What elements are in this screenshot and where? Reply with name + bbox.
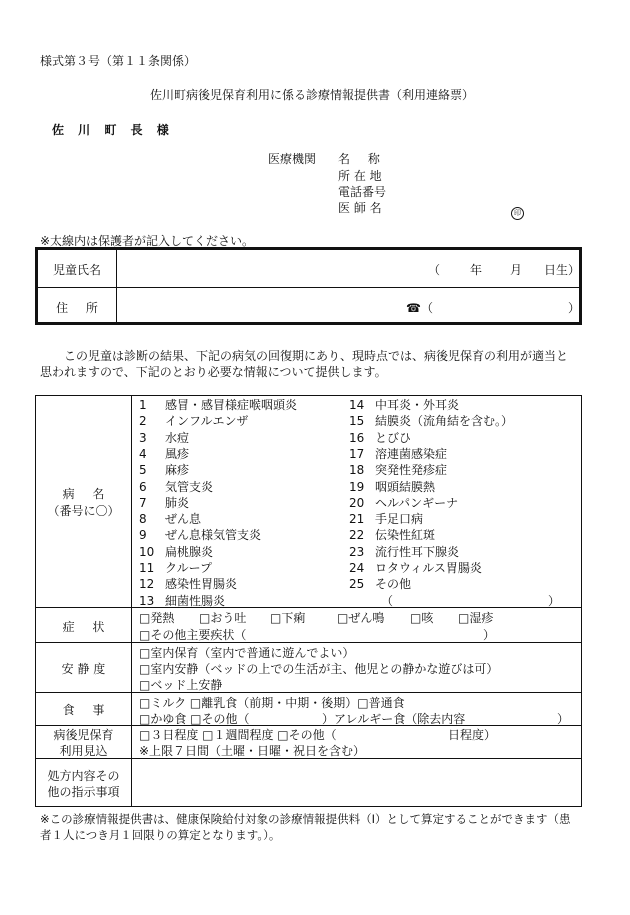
intro-line-2: 思われますので、下記のとおり必要な情報について提供します。 — [40, 365, 387, 379]
disease-name: 溶連菌感染症 — [375, 446, 448, 461]
child-address-label: 住 所 — [56, 301, 98, 315]
institution-label: 医療機関 — [268, 152, 317, 166]
disease-name: クループ — [165, 561, 213, 575]
disease-item-17[interactable] — [349, 445, 447, 462]
disease-name: 細菌性腸炎 — [165, 593, 226, 608]
disease-number: 19 — [349, 479, 365, 494]
disease-number: 21 — [349, 512, 365, 527]
disease-number: 17 — [349, 446, 365, 461]
disease-item-14[interactable] — [349, 396, 459, 413]
disease-item-4[interactable] — [139, 445, 189, 462]
disease-name: 結膜炎（流角結を含む。） — [375, 414, 514, 429]
disease-number: 5 — [139, 463, 147, 478]
disease-item-23[interactable] — [349, 543, 459, 560]
meal-options-row2[interactable]: □かゆ食 □その他（ — [139, 712, 250, 726]
symptom-diarrhea-checkbox[interactable]: □下痢 — [270, 611, 306, 625]
disease-name: 手足口病 — [375, 512, 424, 527]
disease-number: 18 — [349, 463, 365, 478]
symptom-fever-checkbox[interactable]: □発熱 — [139, 611, 175, 625]
disease-name: 感冒・感冒様症喉咽頭炎 — [165, 398, 298, 412]
disease-name: 突発性発疹症 — [375, 463, 448, 478]
institution-doctor-label: 医 師 名 — [338, 201, 382, 215]
addressee: 佐 川 町 長 様 — [52, 123, 169, 137]
disease-number: 6 — [139, 479, 147, 494]
disease-name: 水痘 — [165, 430, 190, 445]
usage-other-days: 日程度） — [448, 728, 497, 742]
disease-other-open: （ — [381, 594, 394, 608]
disease-name: ヘルパンギーナ — [375, 495, 459, 510]
disease-number: 9 — [139, 528, 147, 543]
disease-name: インフルエンザ — [165, 414, 249, 429]
disease-name: 咽頭結膜熱 — [375, 479, 436, 494]
disease-name: 伝染性紅斑 — [375, 528, 436, 543]
prescription-sub-label: 他の指示事項 — [47, 785, 120, 799]
symptom-wheeze-checkbox[interactable]: □ぜん鳴 — [337, 611, 385, 625]
disease-number: 2 — [139, 414, 147, 429]
disease-item-13[interactable] — [139, 592, 225, 609]
disease-sub-label: （番号に〇） — [47, 504, 120, 518]
disease-name: ぜん息様気管支炎 — [165, 528, 262, 543]
meal-label: 食 事 — [62, 703, 105, 717]
rest-indoor-checkbox[interactable]: □室内保育（室内で普通に遊んでよい） — [139, 646, 355, 660]
page-title: 佐川町病後児保育利用に係る診療情報提供書（利用連絡票） — [150, 88, 475, 102]
disease-item-10[interactable] — [139, 543, 213, 560]
guardian-box — [35, 247, 582, 325]
disease-item-21[interactable] — [349, 510, 423, 527]
prescription-label: 処方内容その — [47, 769, 120, 783]
disease-number: 22 — [349, 528, 365, 543]
disease-item-25[interactable] — [349, 575, 411, 592]
usage-options[interactable]: □３日程度 □１週間程度 □その他（ — [139, 728, 337, 742]
disease-item-12[interactable] — [139, 575, 237, 592]
birth-year-label: 年 — [470, 263, 483, 277]
institution-phone-label: 電話番号 — [338, 185, 387, 199]
disease-item-6[interactable] — [139, 478, 213, 495]
disease-number: 20 — [349, 495, 365, 510]
disease-item-16[interactable] — [349, 429, 411, 446]
medical-info-table — [35, 395, 582, 807]
meal-allergy-close: ） — [557, 712, 570, 726]
disease-number: 8 — [139, 512, 147, 527]
disease-name: ぜん息 — [165, 512, 202, 527]
disease-number: 15 — [349, 414, 365, 429]
disease-number: 24 — [349, 561, 365, 575]
disease-item-22[interactable] — [349, 526, 435, 543]
disease-item-11[interactable] — [139, 559, 212, 576]
disease-number: 11 — [139, 561, 155, 575]
footnote-line-1: ※この診療情報提供書は、健康保険給付対象の診療情報提供料（Ⅰ）として算定することができます（患 — [40, 812, 571, 826]
disease-name: 感染性胃腸炎 — [165, 577, 238, 592]
birth-day-label: 日生） — [544, 263, 581, 277]
disease-item-3[interactable] — [139, 429, 189, 446]
phone-icon: ☎（ — [406, 301, 433, 315]
symptom-cough-checkbox[interactable]: □咳 — [410, 611, 434, 625]
disease-other-close: ） — [548, 594, 561, 608]
rest-bed-checkbox[interactable]: □ベッド上安静 — [139, 678, 223, 692]
rest-indoor-quiet-checkbox[interactable]: □室内安静（ベッドの上での生活が主、他児との静かな遊びは可） — [139, 662, 499, 676]
disease-number: 14 — [349, 398, 365, 412]
rest-label: 安 静 度 — [61, 662, 106, 676]
disease-number: 4 — [139, 446, 147, 461]
symptoms-label: 症 状 — [62, 620, 105, 634]
intro-line-1: この児童は診断の結果、下記の病気の回復期にあり、現時点では、病後児保育の利用が適当と — [64, 349, 569, 363]
usage-label: 病後児保育 — [53, 728, 114, 742]
disease-item-24[interactable] — [349, 559, 482, 576]
meal-allergy-option[interactable]: ）アレルギー食（除去内容 — [322, 712, 466, 726]
seal-icon: 印 — [511, 200, 524, 220]
disease-item-1[interactable] — [139, 396, 297, 413]
symptom-other-checkbox[interactable]: □その他主要疾状（ — [139, 628, 247, 642]
disease-number: 16 — [349, 430, 365, 445]
symptom-eczema-checkbox[interactable]: □湿疹 — [458, 611, 494, 625]
disease-name: 気管支炎 — [165, 479, 214, 494]
disease-name: ロタウィルス胃腸炎 — [375, 561, 482, 575]
symptom-other-close: ） — [483, 628, 496, 642]
birth-open: （ — [428, 263, 441, 277]
disease-name: 扁桃腺炎 — [165, 544, 214, 559]
institution-name-label: 名 称 — [338, 152, 380, 166]
disease-item-7[interactable] — [139, 494, 189, 511]
disease-name: 中耳炎・外耳炎 — [375, 398, 460, 412]
meal-options-row1[interactable]: □ミルク □離乳食（前期・中期・後期）□普通食 — [139, 696, 405, 710]
disease-number: 13 — [139, 593, 155, 608]
guardian-note: ※太線内は保護者が記入してください。 — [40, 234, 255, 248]
institution-address-label: 所 在 地 — [338, 169, 382, 183]
disease-item-5[interactable] — [139, 461, 189, 478]
usage-limit-note: ※上限７日間（土曜・日曜・祝日を含む） — [139, 744, 366, 758]
disease-name: その他 — [375, 577, 412, 592]
disease-item-9[interactable] — [139, 526, 261, 543]
disease-item-2[interactable] — [139, 412, 249, 429]
disease-number: 1 — [139, 398, 147, 412]
disease-item-19[interactable] — [349, 478, 435, 495]
birth-month-label: 月 — [510, 263, 523, 277]
disease-name: 風疹 — [165, 446, 190, 461]
disease-number: 23 — [349, 544, 365, 559]
disease-number: 12 — [139, 577, 155, 592]
form-number: 様式第３号（第１１条関係） — [40, 54, 197, 68]
disease-number: 25 — [349, 577, 365, 592]
phone-close: ） — [568, 301, 581, 315]
disease-name: 流行性耳下腺炎 — [375, 544, 460, 559]
disease-item-20[interactable] — [349, 494, 458, 511]
child-name-label: 児童氏名 — [52, 263, 101, 277]
disease-item-15[interactable] — [349, 412, 513, 429]
usage-sub-label: 利用見込 — [59, 744, 108, 758]
disease-name: 麻疹 — [165, 463, 190, 478]
disease-number: 10 — [139, 544, 155, 559]
footnote-line-2: 者１人につき月１回限りの算定となります。）。 — [40, 828, 281, 842]
disease-name: 肺炎 — [165, 495, 190, 510]
disease-label: 病 名 — [62, 487, 105, 501]
disease-number: 3 — [139, 430, 147, 445]
disease-name: とびひ — [375, 430, 412, 445]
disease-number: 7 — [139, 495, 147, 510]
disease-item-8[interactable] — [139, 510, 201, 527]
symptom-vomit-checkbox[interactable]: □おう吐 — [199, 611, 247, 625]
disease-item-18[interactable] — [349, 461, 447, 478]
